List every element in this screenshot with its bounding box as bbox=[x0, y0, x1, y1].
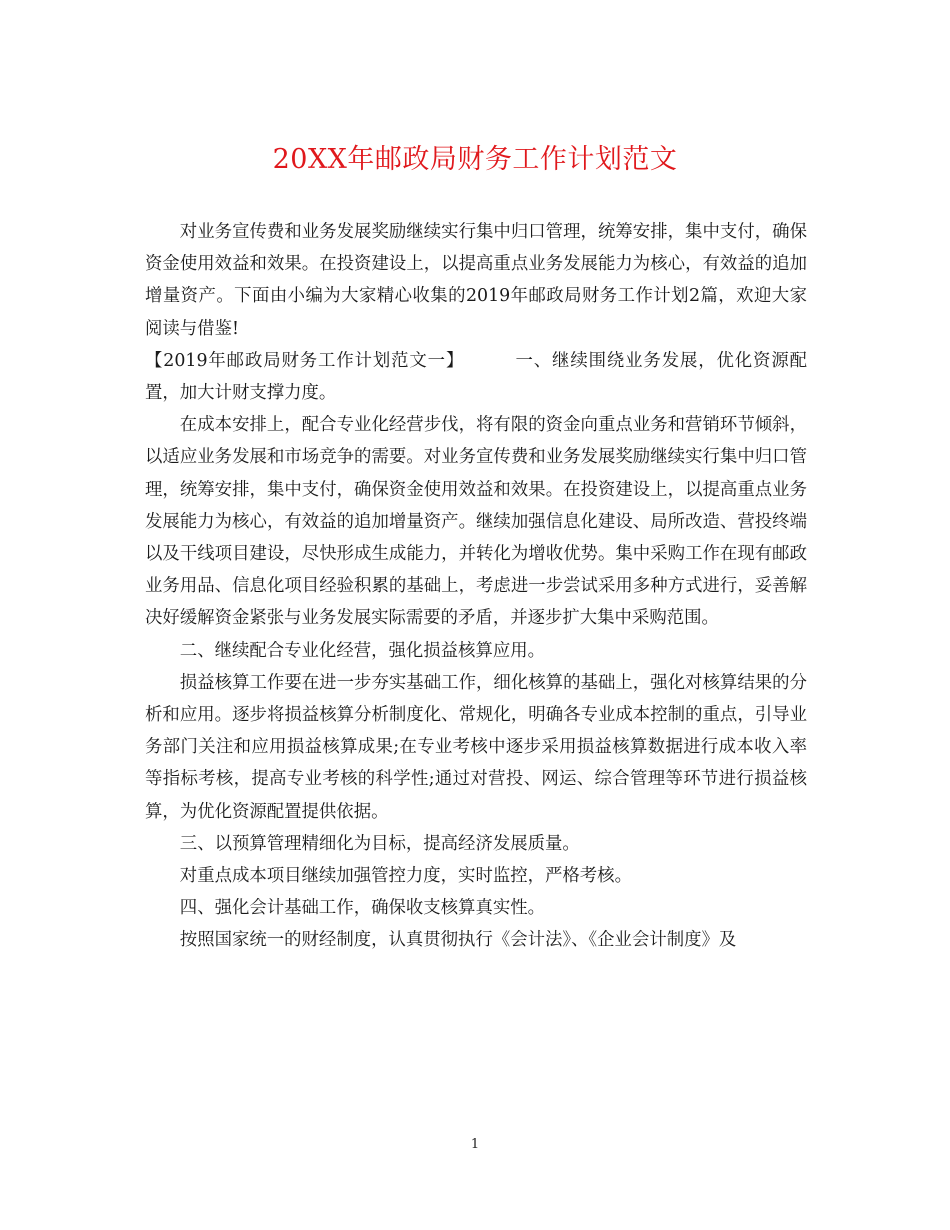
section-one-title: 一、继续围绕业务发展，优化资源配置，加大计财支撑力度。 bbox=[145, 350, 807, 404]
paragraph-cost-arrangement: 在成本安排上，配合专业化经营步伐，将有限的资金向重点业务和营销环节倾斜，以适应业务发展和市场竞争的需要。对业务宣传费和业务发展奖励继续实行集中归口管理，统筹安排，集中支付，确保资金使用效益和效果。在投资建设上，以提高重点业务发展能力为核心，有效益的追加增量资产。继续加强信息化建设、局所改造、营投终端以及干线项目建设，尽快形成生成能力，并转化为增收优势。集中采购工作在现有邮政业务用品、信息化项目经验积累的基础上，考虑进一步尝试采用多种方式进行，妥善解决好缓解资金紧张与业务发展实际需要的矛盾，并逐步扩大集中采购范围。 bbox=[145, 415, 807, 629]
document-body bbox=[145, 216, 807, 957]
section-one-heading bbox=[145, 345, 807, 409]
paragraph-cost-control: 对重点成本项目继续加强管控力度，实时监控，严格考核。 bbox=[179, 866, 632, 887]
intro-paragraph: 对业务宣传费和业务发展奖励继续实行集中归口管理，统筹安排，集中支付，确保资金使用效益和效果。在投资建设上，以提高重点业务发展能力为核心，有效益的追加增量资产。下面由小编为大家精心收集的2019年邮政局财务工作计划2篇，欢迎大家阅读与借鉴! bbox=[145, 222, 807, 339]
paragraph-profit-loss: 损益核算工作要在进一步夯实基础工作，细化核算的基础上，强化对核算结果的分析和应用。逐步将损益核算分析制度化、常规化，明确各专业成本控制的重点，引导业务部门关注和应用损益核算成果;在专业考核中逐步采用损益核算数据进行成本收入率等指标考核，提高专业考核的科学性;通过对营投、网运、综合管理等环节进行损益核算，为优化资源配置提供依据。 bbox=[145, 672, 807, 822]
section-one-label: 【2019年邮政局财务工作计划范文一】 bbox=[145, 350, 465, 371]
heading-three: 三、以预算管理精细化为目标，提高经济发展质量。 bbox=[179, 833, 580, 854]
heading-four: 四、强化会计基础工作，确保收支核算真实性。 bbox=[179, 898, 546, 919]
document-title: 20XX年邮政局财务工作计划范文 bbox=[272, 144, 678, 175]
paragraph-accounting: 按照国家统一的财经制度，认真贯彻执行《会计法》、《企业会计制度》及 bbox=[179, 930, 737, 951]
section-gap bbox=[464, 351, 515, 371]
page-number: 1 bbox=[470, 1137, 480, 1152]
heading-two: 二、继续配合专业化经营，强化损益核算应用。 bbox=[179, 640, 546, 661]
